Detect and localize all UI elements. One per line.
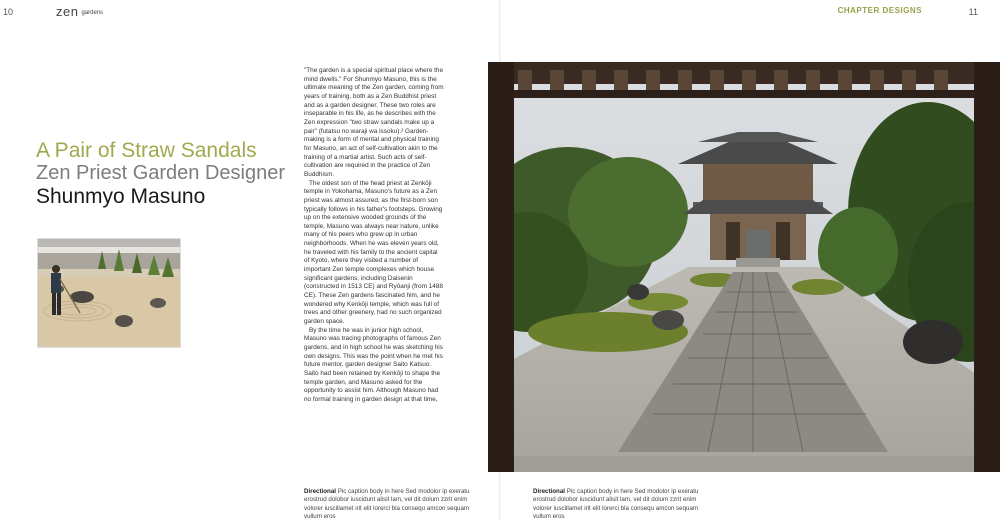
title-line-1: A Pair of Straw Sandals [36, 139, 257, 162]
running-head-brand: zen [56, 4, 79, 19]
photo-temple-stone-path [488, 62, 1000, 472]
photo-monk-raking-gravel [37, 238, 181, 348]
running-head-sub: gardens [81, 10, 104, 17]
right-caption-text: Pic caption body in here Sed modolor ip exeratu erostrud dolobor iuscidunt alisit lam, vel dit dolum zzrit enim volorer iuscillamet irit elit lorerci bla consequ amcon sequam vullum eros [533, 488, 699, 521]
body-paragraph-2: The oldest son of the head priest at Zenkōji temple in Yokohama, Masuno's future as a Zen priest was almost assured, as the first-born son typically follows in his father's footsteps. Growing up on the extensive wooded grounds of the temple, Masuno was always near nature, unlike many of his peers who grew up in urban neighborhoods. When he was eleven years old, he traveled with his family to the ancient capital of Kyoto, where they visited a number of important Zen temple complexes which house significant gardens, including Daisenin (constructed in 1513 CE) and Ryōanji (from 1488 CE). These Zen gardens fascinated him, and he wondered why Kenkōji temple, which was full of trees and other greenery, had no such organized garden space. [304, 179, 443, 326]
right-caption [533, 488, 703, 522]
right-page-number: 11 [968, 7, 978, 17]
right-caption-label: Directional [533, 488, 565, 495]
title-line-3: Shunmyo Masuno [36, 185, 206, 208]
article-title [36, 140, 296, 207]
title-line-2: Zen Priest Garden Designer [36, 162, 286, 184]
body-paragraph-3: By the time he was in junior high school, Masuno was tracing photographs of famous Zen gardens, and in high school he was sketching his own designs. This was the point when he met his future mentor, garden designer Saito Katsuo. Saito had been retained by Kenkōji to shape the temple garden, and Masuno asked for the opportunity to assist him. Although Masuno had no formal training in garden design at that time, [304, 326, 443, 403]
body-text-column [304, 67, 444, 405]
left-page-number: 10 [3, 7, 14, 17]
left-caption [304, 488, 474, 522]
left-caption-label: Directional [304, 488, 336, 495]
chapter-label: CHAPTER DESIGNS [837, 6, 922, 15]
left-caption-text: Pic caption body in here Sed modolor ip exeratu erostrud dolobor iuscidunt alisit lam, vel dit dolum zzrit enim volorer iuscillamet irit elit lorerci bla consequ amcon sequam vullum eros [304, 488, 470, 521]
running-head [56, 4, 103, 19]
body-paragraph-1: "The garden is a special spiritual place where the mind dwells." For Shunmyo Masuno, this is the ultimate meaning of the Zen garden, coming from years of training, both as a Zen Buddhist priest and as a garden designer. These two roles are inseparable in his life, as he describes with the Zen expression "two straw sandals make up a pair" (futatsu no waraji wa issoku).² Garden-making is a form of mental and physical training for Masuno, an act of self-cultivation akin to the training of a martial artist. Such acts of self-cultivation are required in the practice of Zen Buddhism. [304, 67, 444, 178]
